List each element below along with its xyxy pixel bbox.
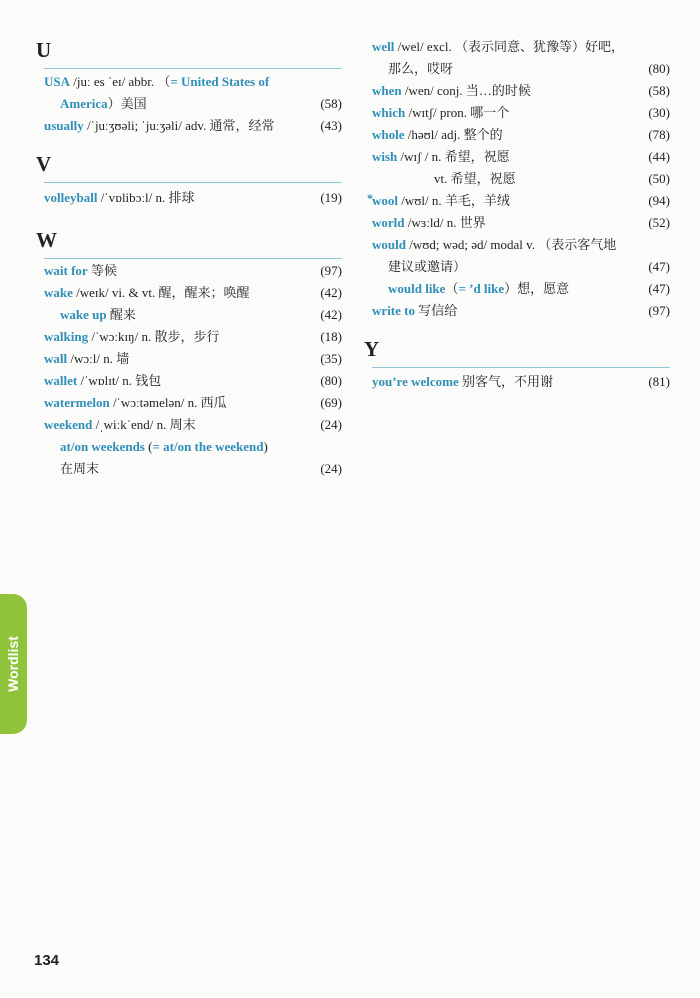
- side-tab-label: Wordlist: [5, 636, 21, 692]
- headword: world: [372, 215, 405, 230]
- entry-usually: [44, 115, 342, 137]
- headword: which: [372, 105, 406, 120]
- definition: 等候: [87, 263, 117, 278]
- definition: 醒来: [106, 307, 136, 322]
- headword: wall: [44, 351, 68, 366]
- entry-wallet: [44, 370, 342, 392]
- headword: when: [372, 83, 402, 98]
- page-reference: (80): [648, 61, 670, 76]
- section-rule: [372, 367, 670, 368]
- definition: /wʊl/ n. 羊毛，羊绒: [398, 193, 510, 208]
- entry-wish-verb: [372, 168, 670, 190]
- page-reference: (80): [320, 373, 342, 388]
- headword: wait for: [44, 263, 88, 278]
- headword: wool: [372, 193, 398, 208]
- definition: 别客气，不用谢: [458, 374, 554, 389]
- section-heading-y: Y: [364, 337, 380, 361]
- section-heading-u: U: [36, 38, 52, 62]
- headword: would like: [388, 281, 446, 296]
- headword: weekend: [44, 417, 93, 432]
- page-reference: (78): [648, 127, 670, 142]
- headword: America: [60, 96, 108, 111]
- entry-volleyball: [44, 187, 342, 209]
- headword: watermelon: [44, 395, 110, 410]
- definition: /wen/ conj. 当…的时候: [401, 83, 531, 98]
- entry-at-on-weekends: [44, 436, 342, 458]
- entry-walking: [44, 326, 342, 348]
- asterisk-marker: *: [367, 191, 373, 205]
- entry-well-continued: [372, 58, 670, 80]
- entry-at-on-weekends-continued: [44, 458, 342, 480]
- definition: /wel/ excl. （表示同意、犹豫等）好吧，: [394, 39, 625, 54]
- headword-equivalent: = United States of: [170, 74, 270, 89]
- section-heading-v: V: [36, 152, 52, 176]
- page-reference: (18): [320, 329, 342, 344]
- headword: at/on weekends: [60, 439, 145, 454]
- headword-equivalent: = at/on the weekend: [152, 439, 264, 454]
- entry-wake-up: [44, 304, 342, 326]
- page-reference: (81): [648, 374, 670, 389]
- definition: 写信给: [414, 303, 458, 318]
- headword: volleyball: [44, 190, 98, 205]
- entry-world: [372, 212, 670, 234]
- definition: vt. 希望，祝愿: [434, 171, 516, 186]
- headword-equivalent: = ’d like: [458, 281, 505, 296]
- page-reference: (94): [648, 193, 670, 208]
- definition: ）想，愿意: [504, 281, 570, 296]
- entry-weekend: [44, 414, 342, 436]
- page-reference: (47): [648, 259, 670, 274]
- headword: you’re welcome: [372, 374, 459, 389]
- definition: （: [445, 281, 459, 296]
- definition: /ˈvɒlibɔːl/ n. 排球: [97, 190, 195, 205]
- page-reference: (97): [648, 303, 670, 318]
- entry-which: [372, 102, 670, 124]
- page-reference: (30): [648, 105, 670, 120]
- definition: 那么，哎呀: [388, 61, 454, 76]
- section-heading-w: W: [36, 228, 57, 252]
- headword: USA: [44, 74, 71, 89]
- page-reference: (52): [648, 215, 670, 230]
- definition: /weɪk/ vi. & vt. 醒，醒来；唤醒: [72, 285, 250, 300]
- headword: wallet: [44, 373, 78, 388]
- page-reference: (97): [320, 263, 342, 278]
- page-number: 134: [34, 952, 60, 969]
- definition: /wɪʃ / n. 希望，祝愿: [397, 149, 510, 164]
- definition: /ˈwɒlɪt/ n. 钱包: [77, 373, 162, 388]
- page-reference: (47): [648, 281, 670, 296]
- definition: /wɪtʃ/ pron. 哪一个: [405, 105, 510, 120]
- entry-usa-continued: [44, 93, 342, 115]
- entry-usa: [44, 71, 342, 93]
- headword: well: [372, 39, 395, 54]
- section-rule: [44, 68, 342, 69]
- entry-would-continued: [372, 256, 670, 278]
- page-reference: (24): [320, 461, 342, 476]
- headword: whole: [372, 127, 405, 142]
- page-reference: (24): [320, 417, 342, 432]
- headword: would: [372, 237, 406, 252]
- definition: ): [263, 439, 268, 454]
- entry-wake: [44, 282, 342, 304]
- section-rule: [44, 182, 342, 183]
- page-reference: (69): [320, 395, 342, 410]
- definition: ）美国: [107, 96, 147, 111]
- entry-when: [372, 80, 670, 102]
- section-rule: [44, 258, 342, 259]
- entry-write-to: [372, 300, 670, 322]
- entry-wall: [44, 348, 342, 370]
- definition: /həʊl/ adj. 整个的: [404, 127, 503, 142]
- page-reference: (50): [648, 171, 670, 186]
- page-reference: (43): [320, 118, 342, 133]
- definition: /ˌwiːkˈend/ n. 周末: [92, 417, 196, 432]
- page-reference: (19): [320, 190, 342, 205]
- definition: /wɜːld/ n. 世界: [404, 215, 486, 230]
- definition: (: [144, 439, 153, 454]
- entry-would-like: [372, 278, 670, 300]
- definition: /ˈjuːʒʊəli; ˈjuːʒəli/ adv. 通常，经常: [83, 118, 275, 133]
- page-reference: (42): [320, 307, 342, 322]
- headword: wish: [372, 149, 398, 164]
- headword: walking: [44, 329, 89, 344]
- definition: 建议或邀请）: [388, 259, 467, 274]
- entry-whole: [372, 124, 670, 146]
- entry-well: [372, 36, 670, 58]
- definition: /wɔːl/ n. 墙: [67, 351, 130, 366]
- entry-wool: [367, 190, 670, 212]
- definition: /wʊd; wəd; əd/ modal v. （表示客气地: [405, 237, 617, 252]
- entry-youre-welcome: [372, 371, 670, 393]
- entry-wish: [372, 146, 670, 168]
- headword: write to: [372, 303, 415, 318]
- page-reference: (35): [320, 351, 342, 366]
- page-reference: (44): [648, 149, 670, 164]
- definition: 在周末: [60, 461, 100, 476]
- page-reference: (58): [648, 83, 670, 98]
- entry-wait-for: [44, 260, 342, 282]
- headword: wake up: [60, 307, 107, 322]
- definition: /juː es ˈeɪ/ abbr. （: [70, 74, 171, 89]
- definition: /ˈwɔːtəmelən/ n. 西瓜: [109, 395, 227, 410]
- page-reference: (58): [320, 96, 342, 111]
- headword: usually: [44, 118, 84, 133]
- headword: wake: [44, 285, 73, 300]
- page-reference: (42): [320, 285, 342, 300]
- entry-would: [372, 234, 670, 256]
- entry-watermelon: [44, 392, 342, 414]
- definition: /ˈwɔːkɪŋ/ n. 散步，步行: [88, 329, 220, 344]
